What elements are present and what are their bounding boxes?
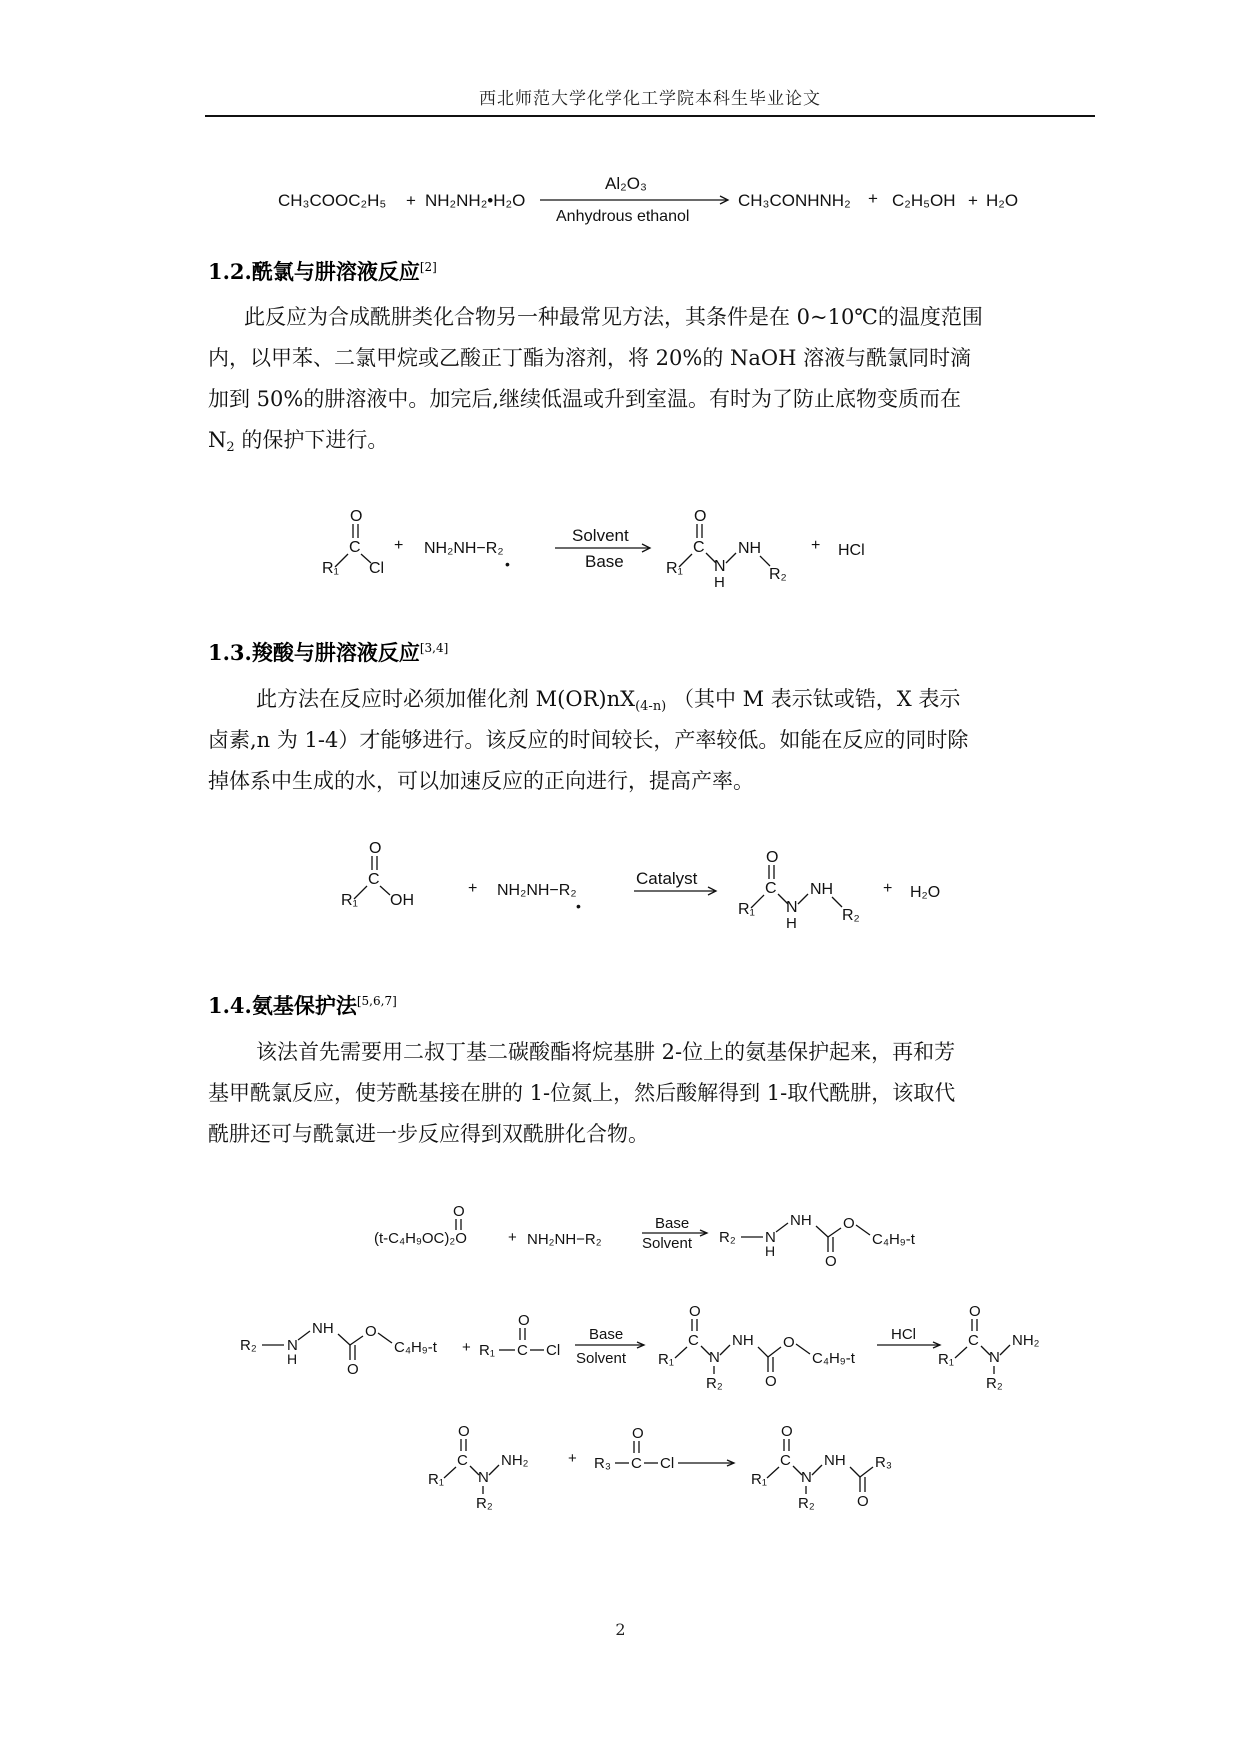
row2-n: N [287, 1337, 298, 1354]
bond [489, 1465, 499, 1475]
row3-carbon: C [457, 1452, 468, 1469]
acid-r1: R₁ [341, 892, 358, 909]
product-oxygen: O [766, 849, 779, 866]
reagent-dot: • [576, 898, 581, 914]
deprotected-r1: R₁ [938, 1351, 954, 1368]
bond [776, 1223, 788, 1232]
bond [860, 1467, 873, 1477]
r3-acyl-chloride-r3: R₃ [594, 1455, 611, 1472]
hydrazine-reagent: NH₂NH−R₂ [424, 540, 504, 557]
text-fragment: N [208, 428, 227, 452]
diacyl-oxygen: O [781, 1423, 793, 1440]
text-fragment: 此方法在反应时必须加催化剂 M(OR)nX [256, 687, 636, 711]
subscript: (4-n) [635, 699, 667, 714]
section-title: 1.4.氨基保护法 [208, 993, 357, 1018]
row2-r2: R₂ [240, 1337, 257, 1354]
chlorine: Cl [369, 560, 385, 577]
hydrazine-reagent: NH₂NH−R₂ [497, 882, 577, 899]
bond [1000, 1345, 1010, 1355]
deprotected-nh2: NH₂ [1012, 1332, 1040, 1349]
product-carbon: C [765, 880, 777, 897]
row2-tert-butyl: C₄H₉-t [394, 1339, 437, 1356]
acylated-r1: R₁ [658, 1351, 674, 1368]
r1-group: R₁ [322, 560, 339, 577]
acylated-tert-butyl: C₄H₉-t [812, 1350, 855, 1367]
boc-ester-oxygen: O [843, 1215, 855, 1232]
scheme4-plus: + [462, 1339, 471, 1356]
acid-carbon: C [368, 871, 380, 888]
scheme1-product-b: C₂H₅OH [892, 191, 956, 210]
diacyl-n: N [801, 1469, 812, 1486]
product-n-hydrogen: H [786, 915, 797, 932]
product-oxygen: O [694, 508, 707, 525]
scheme3-plus: + [468, 880, 478, 897]
scheme2-plus: + [811, 537, 821, 554]
bond [850, 1467, 860, 1477]
aroyl-chloride-oxygen: O [518, 1312, 530, 1329]
boc-product-nh-hydrogen: H [765, 1243, 776, 1259]
scheme1-reactant-b: NH₂NH₂•H₂O [425, 191, 526, 210]
scheme2-solvent: Solvent [572, 526, 629, 545]
scheme4-arrow2-base: Base [589, 1326, 624, 1343]
tert-butyl-group: C₄H₉-t [872, 1231, 915, 1248]
paragraph-line: 卤素,n 为 1-4）才能够进行。该反应的时间较长，产率较低。如能在反应的同时除 [208, 728, 969, 752]
acylated-boc-oxygen: O [765, 1373, 777, 1390]
boc-anhydride: (t-C₄H₉OC)₂O [374, 1230, 467, 1247]
bond [856, 1225, 870, 1235]
running-header: 西北师范大学化学化工学院本科生毕业论文 [479, 89, 821, 109]
aroyl-chloride-cl: Cl [546, 1342, 561, 1359]
scheme3-catalyst: Catalyst [636, 869, 698, 888]
boc-carbonyl-oxygen: O [825, 1253, 837, 1270]
bond [812, 1465, 822, 1475]
bond [767, 1467, 779, 1478]
paragraph-line: 内，以甲苯、二氯甲烷或乙酸正丁酯为溶剂，将 20%的 NaOH 溶液与酰氯同时滴 [208, 346, 972, 370]
deprotected-r2: R₂ [986, 1375, 1003, 1392]
scheme1-reactant-a: CH₃COOC₂H₅ [278, 191, 387, 210]
scheme1-plus: + [406, 191, 416, 210]
acid-oxygen: O [369, 840, 382, 857]
acylated-r2: R₂ [706, 1375, 723, 1392]
scheme1-plus: + [868, 189, 878, 208]
scheme4-arrow3-hcl: HCl [891, 1326, 916, 1343]
boc-product-n: N [765, 1229, 776, 1246]
scheme1-product-c: H₂O [986, 191, 1019, 210]
scheme2-plus: + [394, 537, 404, 554]
r3-acyl-chloride-oxygen: O [632, 1425, 644, 1442]
acyl-chloride-oxygen: O [350, 508, 363, 525]
row3-nh2: NH₂ [501, 1452, 529, 1469]
product-nh: NH [738, 540, 762, 557]
boc-product-r2: R₂ [719, 1229, 736, 1246]
bond [338, 1334, 350, 1345]
row3-n: N [478, 1469, 489, 1486]
text-fragment: （其中 M 表示钛或锆，X 表示 [672, 687, 961, 711]
boc-anhydride-oxygen: O [453, 1203, 465, 1220]
aroyl-chloride-carbon: C [517, 1342, 528, 1359]
deprotected-n: N [989, 1349, 1000, 1366]
bond [768, 1347, 781, 1357]
scheme1-catalyst: Al₂O₃ [605, 174, 647, 193]
scheme4-plus: + [568, 1450, 577, 1467]
scheme2-base: Base [585, 552, 624, 571]
aroyl-chloride-r1: R₁ [479, 1342, 495, 1359]
diacyl-r2: R₂ [798, 1495, 815, 1512]
product-nitrogen: N [786, 899, 798, 916]
product-r2: R₂ [842, 907, 860, 924]
paragraph-line: 掉体系中生成的水，可以加速反应的正向进行，提高产率。 [208, 769, 754, 793]
paragraph-line: 酰肼还可与酰氯进一步反应得到双酰肼化合物。 [208, 1122, 649, 1146]
scheme1-solvent: Anhydrous ethanol [556, 208, 690, 225]
diacyl-nh: NH [824, 1452, 846, 1469]
row2-ester-oxygen: O [365, 1323, 377, 1340]
bond [675, 1347, 687, 1358]
product-r1: R₁ [666, 560, 683, 577]
row3-r1: R₁ [428, 1471, 444, 1488]
bond [828, 1228, 841, 1237]
r3-acyl-chloride-cl: Cl [660, 1455, 675, 1472]
scheme1-plus: + [968, 191, 978, 210]
product-n-hydrogen: H [714, 574, 725, 591]
bond [350, 1336, 363, 1345]
citation-ref: [3,4] [419, 641, 449, 655]
text-fragment: 的保护下进行。 [234, 428, 389, 452]
bond [378, 1333, 392, 1343]
product-nh: NH [810, 881, 834, 898]
hydrazine-reagent: NH₂NH−R₂ [527, 1231, 602, 1248]
scheme4-plus: + [508, 1229, 517, 1246]
scheme4-arrow1-base: Base [655, 1215, 690, 1232]
deprotected-oxygen: O [969, 1303, 981, 1320]
section-title: 1.3.羧酸与肼溶液反应 [208, 640, 420, 665]
bond [298, 1331, 310, 1340]
water-byproduct: H₂O [910, 884, 941, 901]
product-r2: R₂ [769, 566, 787, 583]
scheme4-arrow2-solvent: Solvent [576, 1350, 627, 1367]
bond [955, 1347, 967, 1358]
hcl-byproduct: HCl [838, 542, 865, 559]
diacyl-r3: R₃ [875, 1454, 892, 1471]
page-number: 2 [615, 1620, 626, 1639]
scheme1-product-a: CH₃CONHNH₂ [738, 191, 851, 210]
acylated-oxygen: O [689, 1303, 701, 1320]
acylated-ester-oxygen: O [783, 1334, 795, 1351]
paragraph-line: 基甲酰氯反应，使芳酰基接在肼的 1-位氮上，然后酸解得到 1-取代酰肼，该取代 [208, 1081, 956, 1105]
bond [444, 1467, 456, 1478]
paragraph-line: 加到 50%的肼溶液中。加完后,继续低温或升到室温。有时为了防止底物变质而在 [208, 387, 962, 411]
paragraph-line: 此反应为合成酰肼类化合物另一种最常见方法，其条件是在 0~10℃的温度范围 [244, 305, 983, 329]
acylated-n: N [709, 1349, 720, 1366]
diacyl-r1: R₁ [751, 1471, 767, 1488]
reagent-dot: • [505, 556, 510, 572]
hydroxyl: OH [390, 892, 414, 909]
acylated-nh: NH [732, 1332, 754, 1349]
citation-ref: [2] [419, 260, 437, 274]
product-nitrogen: N [714, 558, 726, 575]
acylated-carbon: C [688, 1332, 699, 1349]
bond [816, 1226, 828, 1237]
row2-nh: NH [312, 1320, 334, 1337]
bond [720, 1345, 730, 1355]
r3-acyl-chloride-carbon: C [631, 1455, 642, 1472]
row2-n-hydrogen: H [287, 1351, 298, 1367]
section-title: 1.2.酰氯与肼溶液反应 [208, 259, 420, 284]
diacyl-carbon: C [780, 1452, 791, 1469]
bond [796, 1344, 810, 1354]
row2-carbonyl-oxygen: O [347, 1361, 359, 1378]
bond [758, 1347, 768, 1357]
row3-r2: R₂ [476, 1495, 493, 1512]
paragraph-line: 该法首先需要用二叔丁基二碳酸酯将烷基肼 2-位上的氨基保护起来，再和芳 [256, 1040, 956, 1064]
product-carbon: C [693, 539, 705, 556]
boc-product-nh: NH [790, 1212, 812, 1229]
acyl-chloride-carbon: C [349, 539, 361, 556]
subscript: 2 [226, 440, 235, 455]
scheme3-plus: + [883, 880, 893, 897]
citation-ref: [5,6,7] [356, 994, 397, 1008]
product-r1: R₁ [738, 901, 755, 918]
deprotected-carbon: C [968, 1332, 979, 1349]
scheme4-arrow1-solvent: Solvent [642, 1235, 693, 1252]
row3-oxygen: O [458, 1423, 470, 1440]
diacyl-oxygen-2: O [857, 1493, 869, 1510]
